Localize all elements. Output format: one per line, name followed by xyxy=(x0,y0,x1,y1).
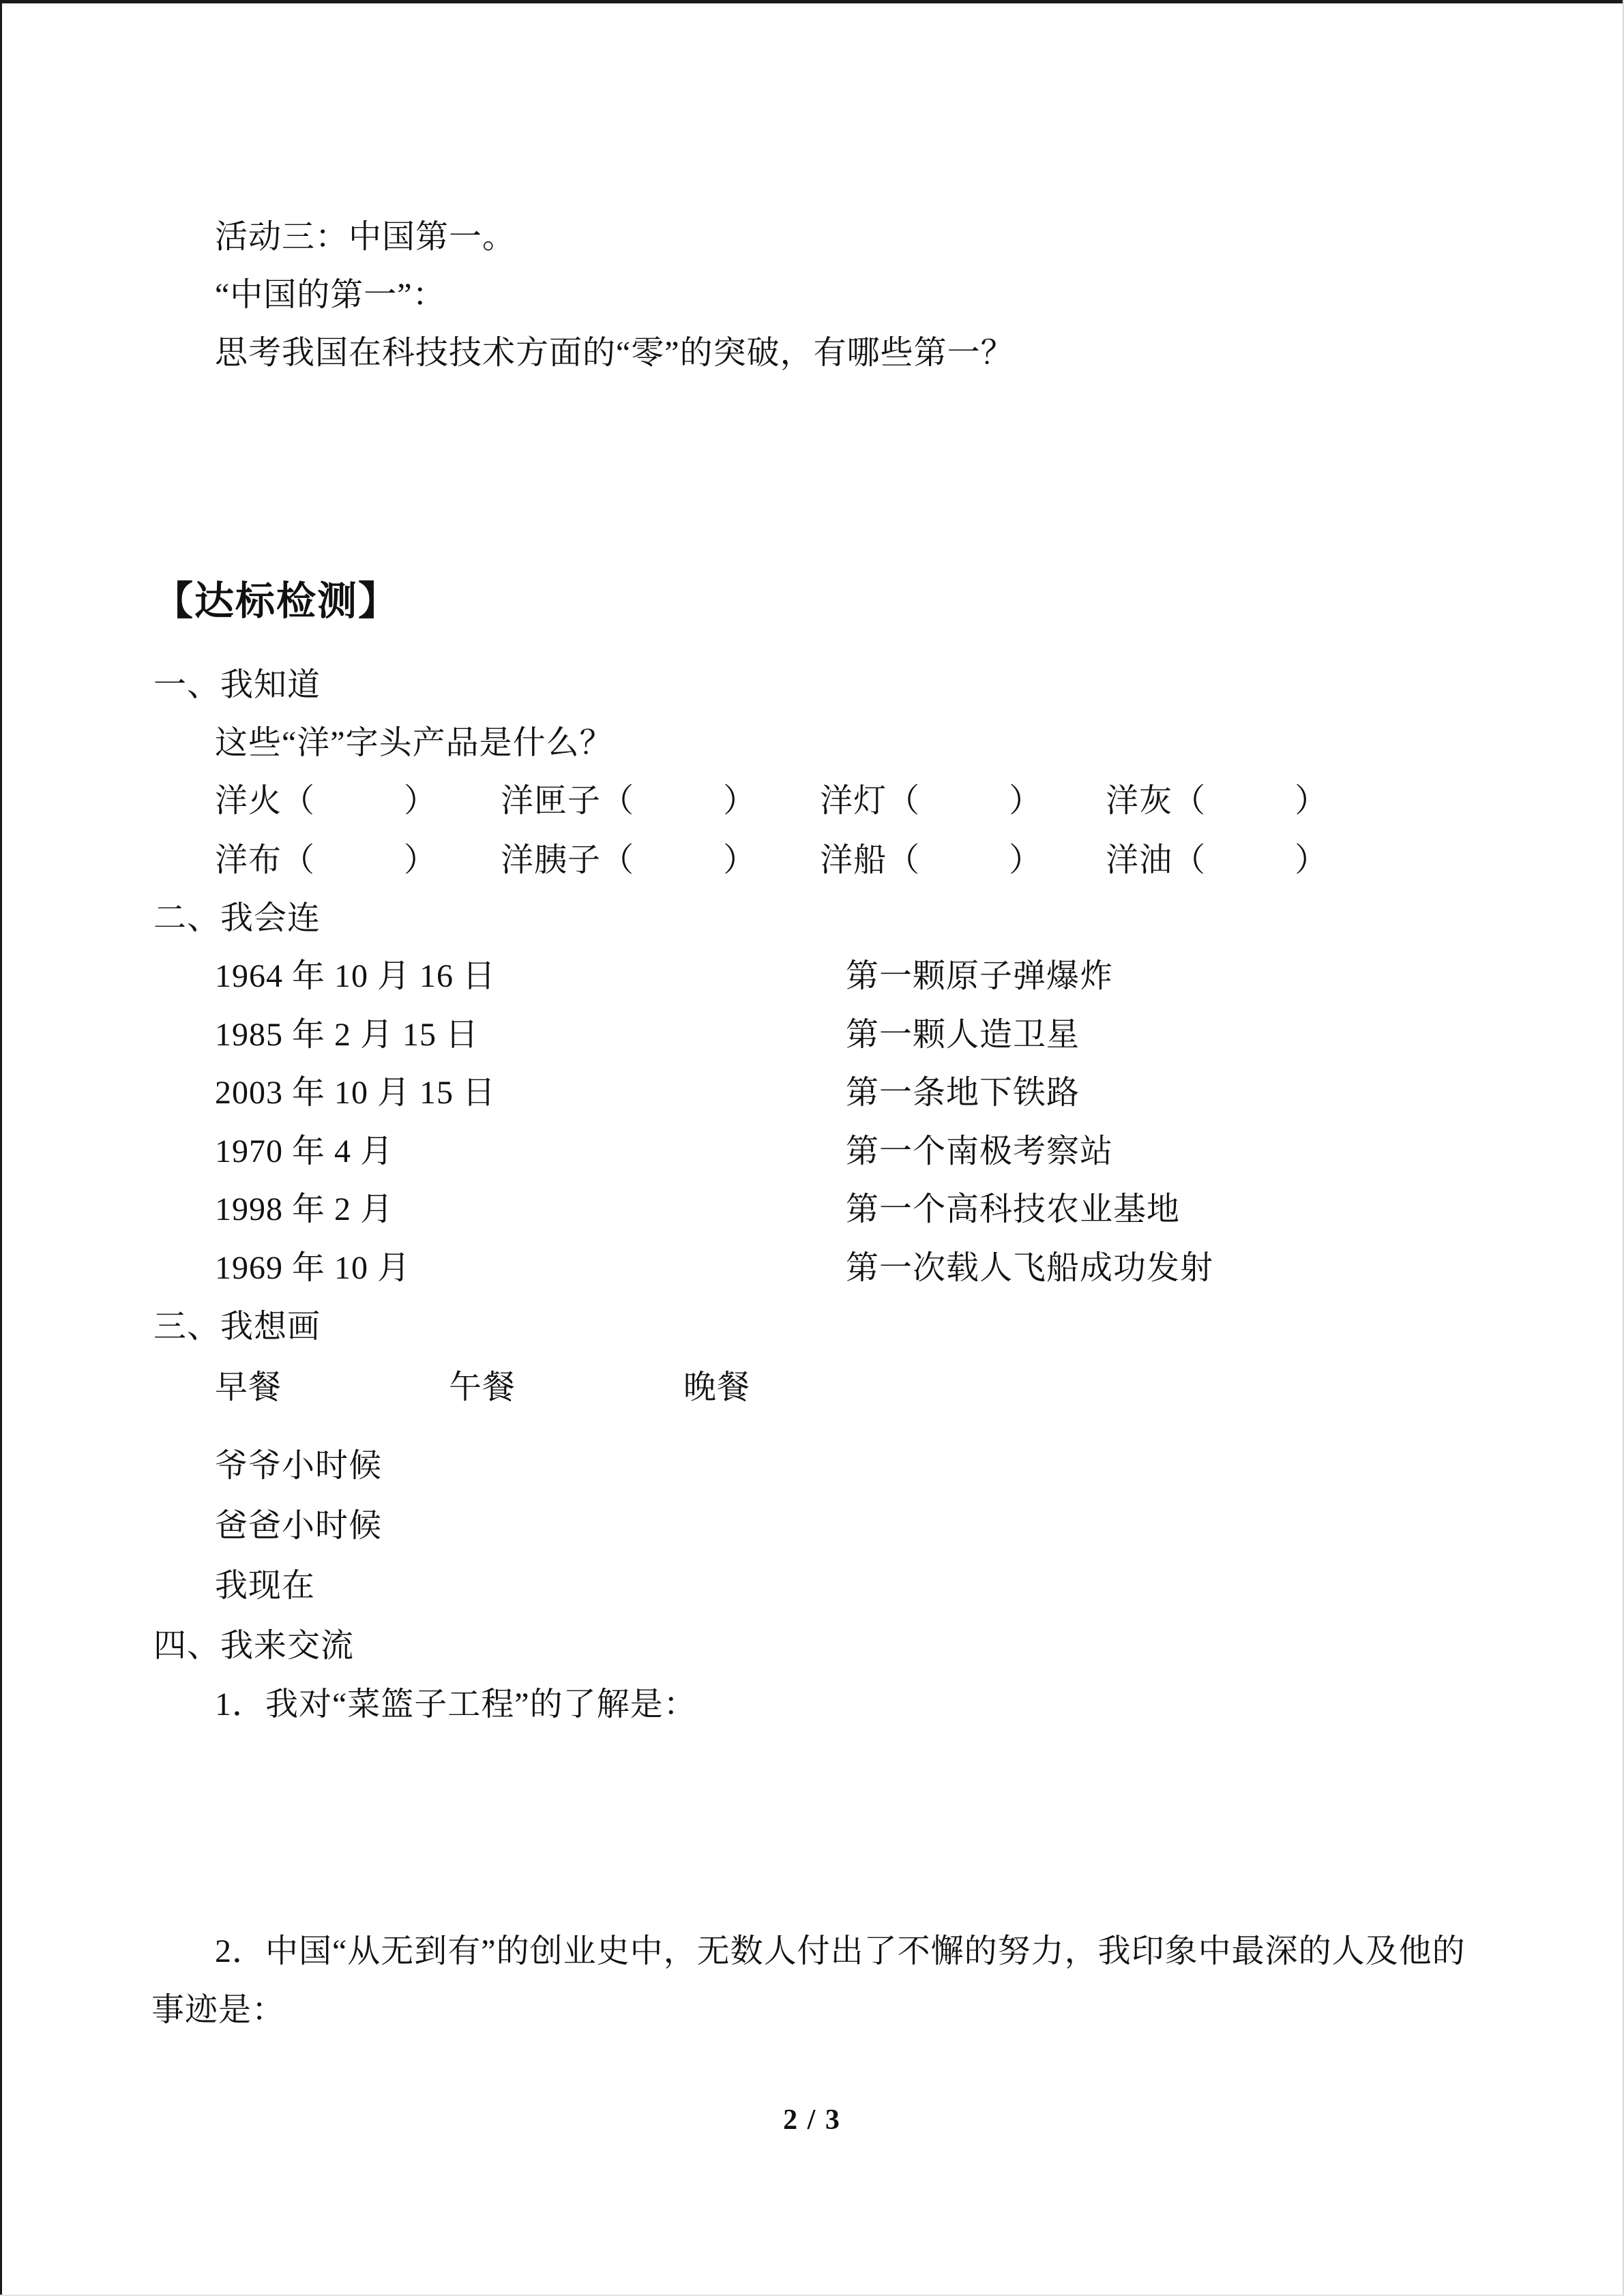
standard-test-heading: 【达标检测】 xyxy=(153,579,400,623)
open-paren: （ xyxy=(1172,783,1207,819)
match-row xyxy=(0,1073,1624,1114)
draw-row-me: 我现在 xyxy=(215,1568,316,1604)
blank-item xyxy=(215,781,437,822)
match-event: 第一次载人飞船成功发射 xyxy=(846,1250,1214,1286)
match-row xyxy=(0,1189,1624,1230)
part3-title: 三、我想画 xyxy=(153,1309,321,1345)
meal-lunch-label: 午餐 xyxy=(449,1369,516,1405)
meal-dinner-label: 晚餐 xyxy=(683,1369,751,1405)
open-paren: （ xyxy=(601,842,635,878)
part4-question-2-continued: 事迹是： xyxy=(151,1992,286,2028)
blank-item xyxy=(501,781,756,822)
blank-label: 洋匣子 xyxy=(501,783,602,819)
activity-three-question: 思考我国在科技技术方面的“零”的突破，有哪些第一？ xyxy=(215,335,1014,371)
draw-row-dad: 爸爸小时候 xyxy=(215,1508,383,1544)
close-paren: ） xyxy=(404,783,438,819)
match-date: 1970 年 4 月 xyxy=(215,1133,394,1169)
match-row xyxy=(0,1015,1624,1056)
blank-item xyxy=(501,840,756,881)
meal-header-row xyxy=(215,1367,750,1408)
match-row xyxy=(0,1131,1624,1172)
match-event: 第一条地下铁路 xyxy=(846,1075,1080,1111)
close-paren: ） xyxy=(1295,842,1329,878)
open-paren: （ xyxy=(601,783,635,819)
blank-label: 洋胰子 xyxy=(501,842,602,878)
blank-item xyxy=(1106,781,1328,822)
blank-label: 洋布 xyxy=(215,842,282,878)
match-date: 1985 年 2 月 15 日 xyxy=(215,1017,479,1053)
match-event: 第一颗人造卫星 xyxy=(846,1017,1080,1053)
scan-edge-top xyxy=(0,0,1624,3)
open-paren: （ xyxy=(282,783,316,819)
part2-title: 二、我会连 xyxy=(153,900,321,936)
close-paren: ） xyxy=(1009,842,1043,878)
match-date: 1964 年 10 月 16 日 xyxy=(215,958,497,994)
activity-three-title: 活动三：中国第一。 xyxy=(215,219,516,255)
meal-breakfast-label: 早餐 xyxy=(215,1369,282,1405)
match-event: 第一个南极考察站 xyxy=(846,1133,1114,1169)
blank-label: 洋灰 xyxy=(1106,783,1173,819)
blank-label: 洋船 xyxy=(820,842,887,878)
match-row xyxy=(0,956,1624,997)
part1-question: 这些“洋”字头产品是什么？ xyxy=(215,725,613,761)
blank-label: 洋油 xyxy=(1106,842,1173,878)
match-date: 1969 年 10 月 xyxy=(215,1250,411,1286)
part4-question-2: 2．中国“从无到有”的创业史中，无数人付出了不懈的努力，我印象中最深的人及他的 xyxy=(215,1933,1466,1969)
match-event: 第一个高科技农业基地 xyxy=(846,1191,1181,1227)
open-paren: （ xyxy=(282,842,316,878)
china-first-subtitle: “中国的第一”： xyxy=(215,277,446,313)
blank-item xyxy=(215,840,437,881)
close-paren: ） xyxy=(1295,783,1329,819)
blank-row-1 xyxy=(215,781,1383,822)
blank-item xyxy=(820,840,1042,881)
open-paren: （ xyxy=(1172,842,1207,878)
part1-title: 一、我知道 xyxy=(153,667,321,703)
open-paren: （ xyxy=(887,842,921,878)
blank-row-2 xyxy=(215,840,1383,881)
match-row xyxy=(0,1248,1624,1289)
draw-row-grandpa: 爷爷小时候 xyxy=(215,1448,383,1484)
blank-label: 洋灯 xyxy=(820,783,887,819)
close-paren: ） xyxy=(723,783,757,819)
blank-label: 洋火 xyxy=(215,783,282,819)
page-number: 2 / 3 xyxy=(783,2104,841,2136)
close-paren: ） xyxy=(404,842,438,878)
part4-title: 四、我来交流 xyxy=(153,1628,355,1664)
blank-item xyxy=(820,781,1042,822)
blank-item xyxy=(1106,840,1328,881)
close-paren: ） xyxy=(1009,783,1043,819)
match-date: 1998 年 2 月 xyxy=(215,1191,394,1227)
part4-question-1: 1．我对“菜篮子工程”的了解是： xyxy=(215,1686,697,1723)
match-event: 第一颗原子弹爆炸 xyxy=(846,958,1114,994)
open-paren: （ xyxy=(887,783,921,819)
close-paren: ） xyxy=(723,842,757,878)
match-date: 2003 年 10 月 15 日 xyxy=(215,1075,497,1111)
